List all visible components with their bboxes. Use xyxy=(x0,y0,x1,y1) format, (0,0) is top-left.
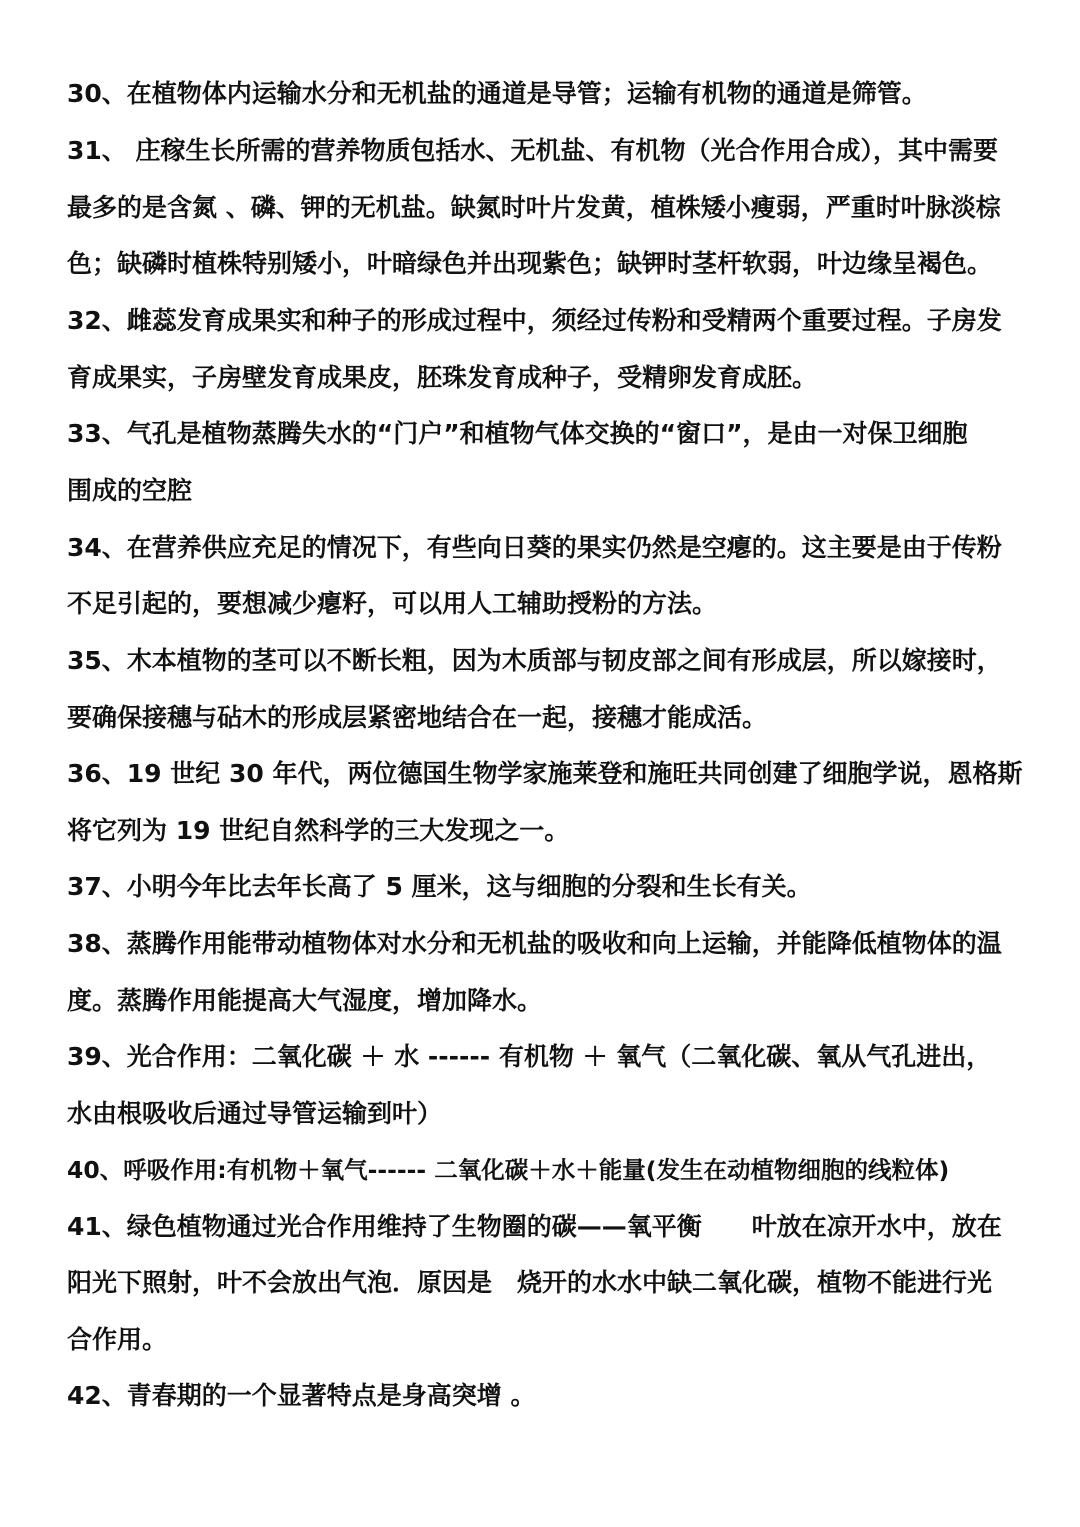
text-line-32a: 32、雌蕊发育成果实和种子的形成过程中，须经过传粉和受精两个重要过程。子房发 xyxy=(67,306,1002,335)
text-line-31a: 31、 庄稼生长所需的营养物质包括水、无机盐、有机物（光合作用合成），其中需要 xyxy=(67,136,998,165)
text-line-36b: 将它列为 19 世纪自然科学的三大发现之一。 xyxy=(67,816,570,845)
text-line-42: 42、青春期的一个显著特点是身高突增 。 xyxy=(67,1381,536,1410)
text-line-35b: 要确保接穗与砧木的形成层紧密地结合在一起，接穗才能成活。 xyxy=(67,703,768,732)
text-line-33a: 33、气孔是植物蒸腾失水的“门户”和植物气体交换的“窗口”，是由一对保卫细胞 xyxy=(67,419,968,448)
text-line-36a: 36、19 世纪 30 年代，两位德国生物学家施莱登和施旺共同创建了细胞学说，恩格斯 xyxy=(67,759,1023,788)
text-line-37: 37、小明今年比去年长高了 5 厘米，这与细胞的分裂和生长有关。 xyxy=(67,872,812,901)
text-line-40: 40、呼吸作用:有机物＋氧气------ 二氧化碳＋水＋能量(发生在动植物细胞的线粒体) xyxy=(67,1156,950,1184)
text-line-30: 30、在植物体内运输水分和无机盐的通道是导管；运输有机物的通道是筛管。 xyxy=(67,79,927,108)
text-line-31c: 色；缺磷时植株特别矮小，叶暗绿色并出现紫色；缺钾时茎杆软弱，叶边缘呈褐色。 xyxy=(67,249,993,278)
text-line-41b: 阳光下照射，叶不会放出气泡．原因是 烧开的水水中缺二氧化碳，植物不能进行光 xyxy=(67,1268,993,1297)
text-line-39a: 39、光合作用：二氧化碳 ＋ 水 ------ 有机物 ＋ 氧气（二氧化碳、氧从气孔进出， xyxy=(67,1042,992,1071)
text-line-39b: 水由根吸收后通过导管运输到叶） xyxy=(67,1099,443,1128)
text-line-38b: 度。蒸腾作用能提高大气湿度，增加降水。 xyxy=(67,986,543,1015)
text-line-34a: 34、在营养供应充足的情况下，有些向日葵的果实仍然是空瘪的。这主要是由于传粉 xyxy=(67,533,1002,562)
text-line-38a: 38、蒸腾作用能带动植物体对水分和无机盐的吸收和向上运输，并能降低植物体的温 xyxy=(67,929,1002,958)
text-line-32b: 育成果实，子房壁发育成果皮，胚珠发育成种子，受精卵发育成胚。 xyxy=(67,363,818,392)
text-line-31b: 最多的是含氮 、磷、钾的无机盐。缺氮时叶片发黄，植株矮小瘦弱，严重时叶脉淡棕 xyxy=(67,193,1001,222)
text-line-41a: 41、绿色植物通过光合作用维持了生物圈的碳——氧平衡 叶放在凉开水中，放在 xyxy=(67,1212,1002,1241)
text-line-33b: 围成的空腔 xyxy=(67,476,193,505)
text-line-35a: 35、木本植物的茎可以不断长粗，因为木质部与韧皮部之间有形成层，所以嫁接时， xyxy=(67,646,1002,675)
text-line-34b: 不足引起的，要想减少瘪籽，可以用人工辅助授粉的方法。 xyxy=(67,589,718,618)
text-line-41c: 合作用。 xyxy=(67,1325,168,1354)
